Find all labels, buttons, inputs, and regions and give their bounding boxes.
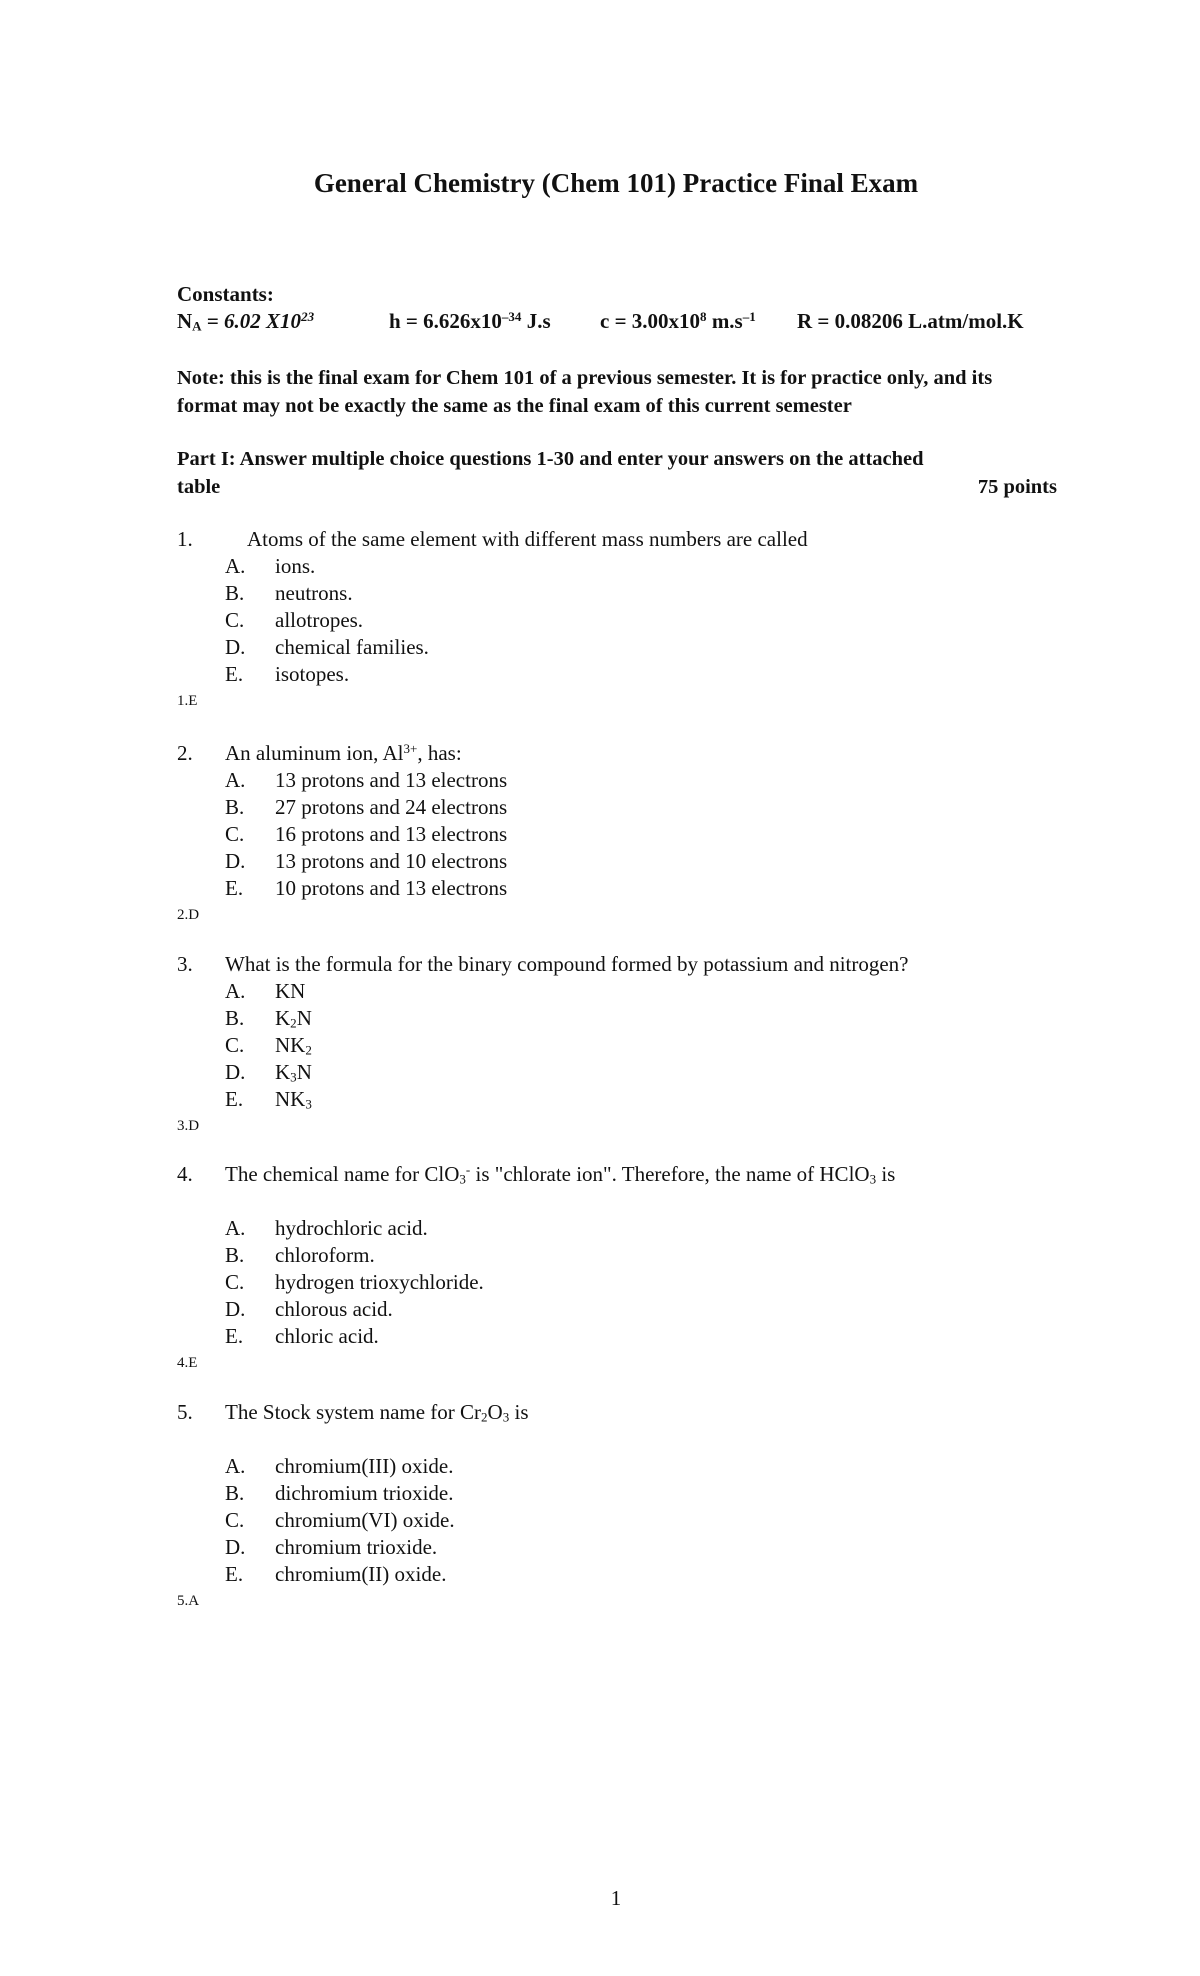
- option-letter: D.: [225, 1297, 246, 1321]
- question-number: 4.: [177, 1162, 193, 1186]
- option-c: [177, 821, 1077, 848]
- stem-part: O: [487, 1400, 503, 1424]
- stem-part: An aluminum ion, Al: [225, 741, 404, 765]
- constants-label: Constants:: [177, 282, 274, 306]
- question-stem: [177, 1161, 1077, 1188]
- option-e: [177, 1561, 1077, 1588]
- option-text: 27 protons and 24 electrons: [275, 795, 508, 819]
- option-text: KN: [275, 979, 306, 1003]
- formula-sub: 3: [305, 1096, 312, 1112]
- stem-part: , has:: [417, 741, 462, 765]
- formula-part: K: [275, 1060, 291, 1084]
- option-letter: B.: [225, 1006, 245, 1030]
- option-a: [177, 1453, 1077, 1480]
- option-text: chlorous acid.: [275, 1297, 393, 1321]
- question-stem: [177, 526, 1077, 553]
- formula-part: NK: [275, 1087, 306, 1111]
- question-number: 5.: [177, 1400, 193, 1424]
- option-text: chloric acid.: [275, 1324, 379, 1348]
- question-1: [177, 526, 1077, 712]
- question-text: What is the formula for the binary compound formed by potassium and nitrogen?: [225, 952, 909, 976]
- stem-sub: 3: [459, 1171, 466, 1187]
- question-text: [225, 1399, 529, 1426]
- option-b: [177, 794, 1077, 821]
- option-letter: D.: [225, 1535, 246, 1559]
- stem-sub: 2: [481, 1409, 488, 1425]
- option-b: [177, 1005, 1077, 1032]
- na-sub: A: [192, 318, 202, 334]
- option-d: [177, 1534, 1077, 1561]
- option-b: [177, 1242, 1077, 1269]
- avogadro-constant: [177, 309, 314, 334]
- stem-part: is: [509, 1400, 529, 1424]
- question-4: [177, 1161, 1077, 1374]
- option-text: hydrogen trioxychloride.: [275, 1270, 484, 1294]
- option-letter: D.: [225, 1060, 246, 1084]
- option-c: [177, 607, 1077, 634]
- formula-sub: 2: [290, 1015, 297, 1031]
- h-unit: J.s: [521, 309, 551, 333]
- formula-part: N: [296, 1060, 312, 1084]
- option-d: [177, 848, 1077, 875]
- option-text: 16 protons and 13 electrons: [275, 822, 508, 846]
- stem-sub: 3: [869, 1171, 877, 1187]
- formula-sub: 2: [305, 1042, 312, 1058]
- option-b: [177, 1480, 1077, 1507]
- option-text: 13 protons and 10 electrons: [275, 849, 508, 873]
- question-number: 3.: [177, 952, 193, 976]
- formula-sub: 3: [290, 1069, 297, 1085]
- question-number: 1.: [177, 527, 193, 551]
- option-text: chromium(II) oxide.: [275, 1562, 447, 1586]
- option-letter: C.: [225, 1033, 245, 1057]
- option-letter: B.: [225, 1481, 245, 1505]
- formula-part: K: [275, 1006, 291, 1030]
- option-c: [177, 1507, 1077, 1534]
- option-letter: B.: [225, 1243, 245, 1267]
- stem-part: is: [876, 1162, 896, 1186]
- option-e: [177, 1323, 1077, 1350]
- option-e: [177, 875, 1077, 902]
- page-number: 1: [610, 1886, 622, 1910]
- c-exp: 8: [700, 308, 707, 324]
- option-a: [177, 1215, 1077, 1242]
- option-text: isotopes.: [275, 662, 350, 686]
- option-letter: C.: [225, 822, 245, 846]
- stem-part: is "chlorate ion". Therefore, the name of HClO: [470, 1162, 870, 1186]
- option-d: [177, 634, 1077, 661]
- option-text: neutrons.: [275, 581, 353, 605]
- question-text: [225, 1161, 895, 1188]
- speed-of-light: [600, 309, 756, 334]
- option-letter: C.: [225, 1270, 245, 1294]
- question-stem: [177, 740, 1077, 767]
- answer-key: 2.D: [177, 907, 200, 923]
- formula-part: N: [296, 1006, 312, 1030]
- question-5: [177, 1399, 1077, 1612]
- option-e: [177, 1086, 1077, 1113]
- option-text: chromium(III) oxide.: [275, 1454, 454, 1478]
- gas-constant: R = 0.08206 L.atm/mol.K: [797, 309, 1024, 333]
- option-text: 10 protons and 13 electrons: [275, 876, 508, 900]
- option-letter: C.: [225, 1508, 245, 1532]
- question-text: Atoms of the same element with different mass numbers are called: [247, 527, 808, 551]
- option-e: [177, 661, 1077, 688]
- option-letter: A.: [225, 1454, 246, 1478]
- stem-part: The Stock system name for Cr: [225, 1400, 482, 1424]
- na-symbol: N: [177, 309, 193, 333]
- option-text: chromium(VI) oxide.: [275, 1508, 455, 1532]
- option-letter: B.: [225, 581, 245, 605]
- option-b: [177, 580, 1077, 607]
- question-2: [177, 740, 1077, 926]
- formula-part: NK: [275, 1033, 306, 1057]
- option-text: ions.: [275, 554, 316, 578]
- practice-note: Note: this is the final exam for Chem 101 of a previous semester. It is for practice only, and its format may not be exactly the same as the final exam of this current semester: [177, 367, 993, 417]
- option-letter: A.: [225, 1216, 246, 1240]
- option-letter: A.: [225, 768, 246, 792]
- part-points: 75 points: [977, 476, 1057, 498]
- option-letter: E.: [225, 1087, 244, 1111]
- option-text: chemical families.: [275, 635, 429, 659]
- c-unit-exp: –1: [742, 308, 756, 324]
- stem-part: The chemical name for ClO: [225, 1162, 460, 1186]
- c-unit: m.s: [706, 309, 743, 333]
- na-exp: 23: [301, 308, 315, 324]
- part-line-2-left: table: [177, 476, 221, 498]
- na-value: 6.02 X10: [224, 309, 302, 333]
- question-stem: [177, 951, 1077, 978]
- option-letter: E.: [225, 876, 244, 900]
- option-letter: B.: [225, 795, 245, 819]
- h-exp: –34: [501, 308, 522, 324]
- option-letter: C.: [225, 608, 245, 632]
- option-text: [275, 1032, 312, 1059]
- question-text: [225, 740, 462, 767]
- stem-sup: -: [465, 1161, 471, 1177]
- option-text: allotropes.: [275, 608, 364, 632]
- option-a: [177, 978, 1077, 1005]
- part-line-1: Part I: Answer multiple choice questions 1-30 and enter your answers on the attached: [177, 448, 924, 470]
- option-a: [177, 767, 1077, 794]
- option-text: 13 protons and 13 electrons: [275, 768, 508, 792]
- option-c: [177, 1269, 1077, 1296]
- question-number: 2.: [177, 741, 193, 765]
- option-letter: E.: [225, 1324, 244, 1348]
- answer-key: 5.A: [177, 1593, 200, 1609]
- option-text: dichromium trioxide.: [275, 1481, 454, 1505]
- answer-key: 1.E: [177, 693, 198, 709]
- option-letter: E.: [225, 662, 244, 686]
- option-d: [177, 1296, 1077, 1323]
- option-text: [275, 1059, 312, 1086]
- option-text: [275, 1005, 312, 1032]
- c-prefix: c = 3.00x10: [600, 309, 701, 333]
- na-eq: =: [201, 309, 225, 333]
- question-3: [177, 951, 1077, 1137]
- question-stem: [177, 1399, 1077, 1426]
- part-heading: [177, 445, 1057, 501]
- part-line-2: [177, 473, 1057, 501]
- option-letter: A.: [225, 979, 246, 1003]
- option-d: [177, 1059, 1077, 1086]
- constants-row: [177, 309, 1057, 339]
- answer-key: 3.D: [177, 1118, 200, 1134]
- stem-sup: 3+: [403, 740, 418, 756]
- option-text: hydrochloric acid.: [275, 1216, 428, 1240]
- option-text: chromium trioxide.: [275, 1535, 438, 1559]
- page-title: General Chemistry (Chem 101) Practice Final Exam: [313, 168, 919, 198]
- h-prefix: h = 6.626x10: [389, 309, 502, 333]
- answer-key: 4.E: [177, 1355, 198, 1371]
- option-c: [177, 1032, 1077, 1059]
- option-text: chloroform.: [275, 1243, 375, 1267]
- planck-constant: [389, 309, 551, 334]
- option-letter: D.: [225, 849, 246, 873]
- option-a: [177, 553, 1077, 580]
- stem-sub: 3: [502, 1409, 510, 1425]
- option-letter: A.: [225, 554, 246, 578]
- option-letter: E.: [225, 1562, 244, 1586]
- option-letter: D.: [225, 635, 246, 659]
- option-text: [275, 1086, 312, 1113]
